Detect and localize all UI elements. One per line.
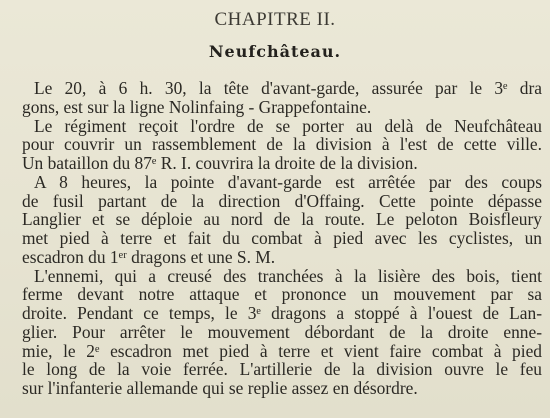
text-line: de fusil partant de la direction d'Offaing. Cette pointe dépasse <box>22 190 542 211</box>
text-line: A 8 heures, la pointe d'avant-garde est arrêtée par des coups <box>34 171 542 192</box>
text-line: ferme devant notre attaque et prononce un mouvement par sa <box>22 284 542 305</box>
text-line: droite. Pendant ce temps, le 3ᵉ dragons a stoppé à l'ouest de Lan- <box>22 303 542 323</box>
section-title: Neufchâteau. <box>208 42 342 61</box>
text-line: glier. Pour arrêter le mouvement débordant de la droite enne- <box>22 321 542 342</box>
text-line: sur l'infanterie allemande qui se replie assez en désordre. <box>22 378 418 398</box>
text-line: met pied à terre et fait du combat à pied avec les cyclistes, un <box>22 228 542 248</box>
text-line: escadron du 1ᵉʳ dragons et une S. M. <box>22 246 276 267</box>
text-line: Langlier et se déploie au nord de la route. Le peloton Boisfleury <box>22 209 542 230</box>
text-line: pour couvrir un rassemblement de la division à l'est de cette ville. <box>22 134 542 155</box>
text-line: Le 20, à 6 h. 30, la tête d'avant-garde, assurée par le 3ᵉ dra <box>34 78 542 98</box>
text-line: le long de la voie ferrée. L'artillerie de la division ouvre le feu <box>22 359 542 380</box>
text-line: mie, le 2ᵉ escadron met pied à terre et vient faire combat à pied <box>22 340 542 361</box>
chapter-title: CHAPITRE II. <box>214 9 336 30</box>
text-line: Le régiment reçoit l'ordre de se porter au delà de Neufchâteau <box>34 115 542 136</box>
text-line: L'ennemi, qui a creusé des tranchées à la lisière des bois, tient <box>34 265 542 286</box>
text-line: gons, est sur la ligne Nolinfaing - Grappefontaine. <box>22 96 372 117</box>
text-line: Un bataillon du 87ᵉ R. I. couvrira la droite de la division. <box>22 153 418 173</box>
body-text <box>22 79 542 398</box>
